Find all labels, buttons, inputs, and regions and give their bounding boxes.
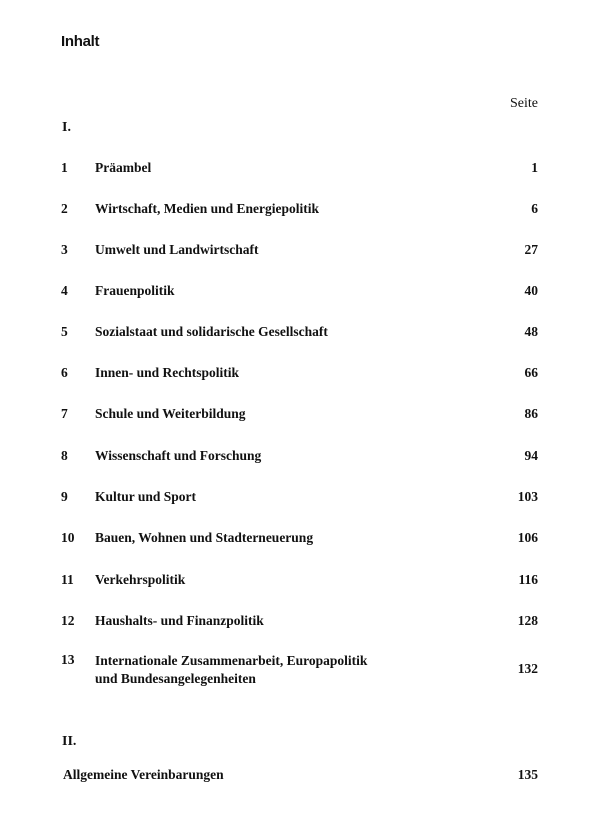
toc-entry [0, 201, 600, 221]
entry-number: 12 [61, 613, 75, 628]
entry-title: Präambel [95, 160, 152, 175]
toc-entry [0, 572, 600, 592]
entry-title [95, 652, 367, 688]
entry-page: 48 [524, 324, 538, 339]
toc-entry [0, 160, 600, 180]
entry-page: 116 [518, 572, 538, 587]
entry-title: Wirtschaft, Medien und Energiepolitik [95, 201, 320, 216]
entry-page: 103 [517, 489, 538, 504]
entry-page: 6 [531, 201, 538, 216]
entry-title: Verkehrspolitik [95, 572, 186, 587]
toc-entry [0, 365, 600, 385]
toc-entry [0, 242, 600, 262]
entry-title: Umwelt und Landwirtschaft [95, 242, 259, 257]
entry-number: 9 [61, 489, 68, 504]
entry-page: 135 [517, 767, 538, 782]
toc-entry [0, 406, 600, 426]
entry-title-line-1: Internationale Zusammenarbeit, Europapolitik [95, 653, 368, 668]
toc-entry [0, 652, 600, 692]
entry-number: 1 [61, 160, 68, 175]
entry-title: Innen- und Rechtspolitik [95, 365, 240, 380]
entry-number: 6 [61, 365, 68, 380]
entry-page: 66 [524, 365, 538, 380]
entry-title: Wissenschaft und Forschung [95, 448, 262, 463]
entry-number: 2 [61, 201, 68, 216]
entry-title: Bauen, Wohnen und Stadterneuerung [95, 530, 314, 545]
entry-page: 1 [531, 160, 538, 175]
entry-page: 106 [517, 530, 538, 545]
section-heading-two: II. [62, 734, 77, 749]
entry-number: 13 [61, 652, 75, 667]
entry-title: Kultur und Sport [95, 489, 197, 504]
entry-number: 4 [61, 283, 68, 298]
entry-number: 10 [61, 530, 75, 545]
entry-page: 94 [524, 448, 538, 463]
entry-title: Frauenpolitik [95, 283, 175, 298]
entry-page: 40 [524, 283, 538, 298]
entry-number: 3 [61, 242, 68, 257]
toc-entry [0, 489, 600, 509]
entry-title: Schule und Weiterbildung [95, 406, 246, 421]
entry-title: Sozialstaat und solidarische Gesellschaft [95, 324, 328, 339]
entry-page: 132 [517, 661, 538, 676]
toc-entry [0, 530, 600, 550]
toc-entry [0, 283, 600, 303]
entry-title: Allgemeine Vereinbarungen [63, 767, 224, 782]
entry-page: 27 [524, 242, 538, 257]
entry-number: 5 [61, 324, 68, 339]
toc-entry [0, 613, 600, 633]
section-heading-one: I. [62, 120, 71, 135]
page-title: Inhalt [61, 33, 100, 50]
entry-number: 7 [61, 406, 68, 421]
page-column-header: Seite [510, 96, 538, 111]
entry-number: 8 [61, 448, 68, 463]
toc-entry [0, 448, 600, 468]
entry-number: 11 [61, 572, 74, 587]
entry-title: Haushalts- und Finanzpolitik [95, 613, 264, 628]
entry-page: 128 [517, 613, 538, 628]
entry-title-line-2: und Bundesangelegenheiten [95, 671, 256, 686]
entry-page: 86 [524, 406, 538, 421]
toc-entry-general [0, 767, 600, 787]
toc-entry [0, 324, 600, 344]
